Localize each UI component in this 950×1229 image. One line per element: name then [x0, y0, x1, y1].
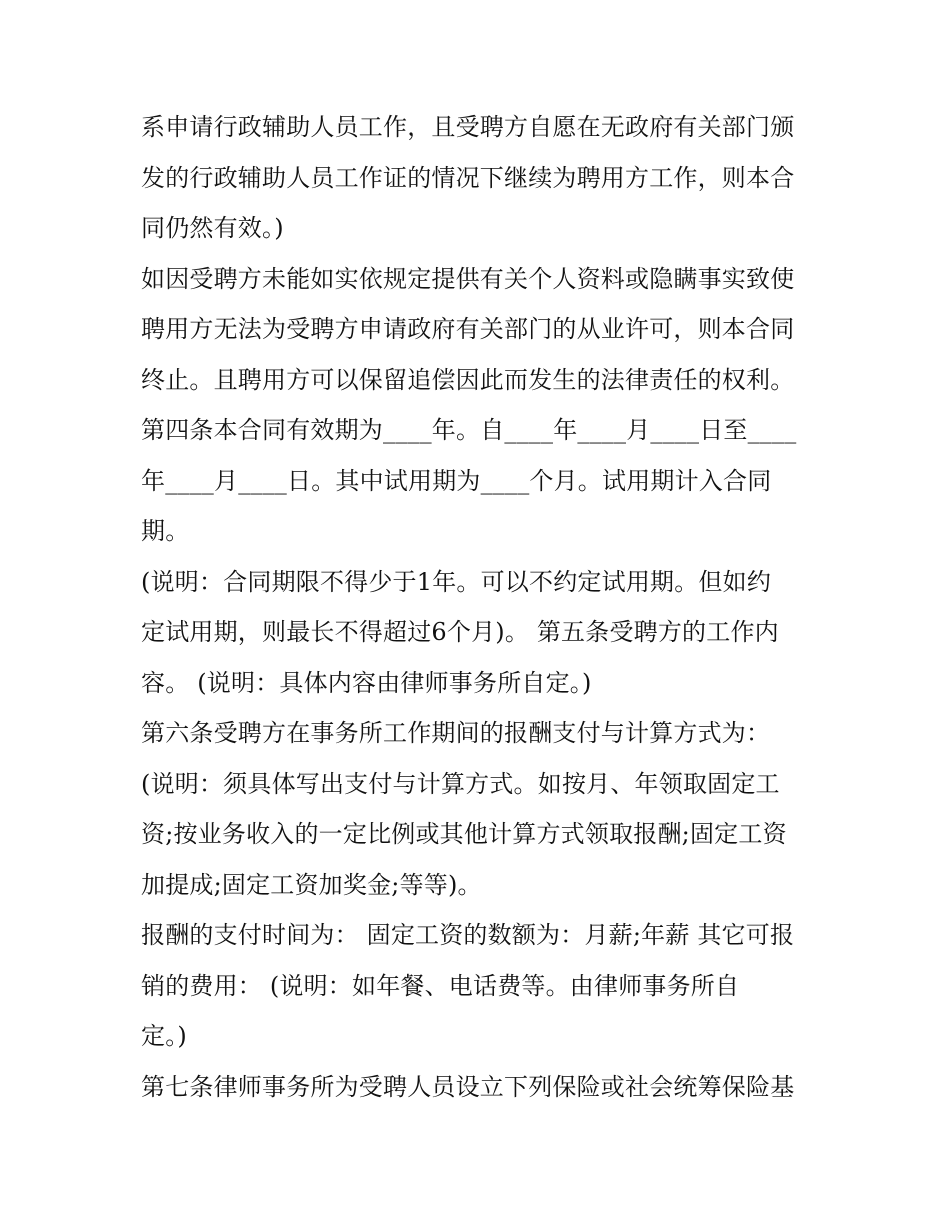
- text-line: 报酬的支付时间为： 固定工资的数额为：月薪;年薪 其它可报: [141, 921, 795, 949]
- text-line: 容。 (说明：具体内容由律师事务所自定。): [141, 668, 592, 697]
- text-line: 定。): [141, 1022, 187, 1050]
- text-line: 第七条律师事务所为受聘人员设立下列保险或社会统筹保险基: [141, 1072, 795, 1101]
- text-line: (说明：合同期限不得少于1年。可以不约定试用期。但如约: [141, 567, 772, 596]
- text-line: 系申请行政辅助人员工作，且受聘方自愿在无政府有关部门颁: [141, 113, 795, 141]
- text-line: 如因受聘方未能如实依规定提供有关个人资料或隐瞒事实致使: [141, 264, 795, 293]
- text-line: 期。: [141, 517, 190, 545]
- text-line: 发的行政辅助人员工作证的情况下继续为聘用方工作，则本合: [141, 163, 795, 192]
- text-line: 终止。且聘用方可以保留追偿因此而发生的法律责任的权利。: [141, 365, 795, 394]
- text-line: 第四条本合同有效期为____年。自____年____月____日至____: [141, 416, 797, 444]
- text-line: (说明：须具体写出支付与计算方式。如按月、年领取固定工: [141, 769, 780, 798]
- text-line: 销的费用： (说明：如年餐、电话费等。由律师事务所自: [141, 971, 740, 1000]
- text-line: 同仍然有效。): [141, 214, 284, 242]
- document-body: [141, 102, 821, 1112]
- text-line: 加提成;固定工资加奖金;等等)。: [141, 870, 482, 899]
- text-line: 聘用方无法为受聘方申请政府有关部门的从业许可，则本合同: [141, 315, 795, 343]
- text-line: 第六条受聘方在事务所工作期间的报酬支付与计算方式为：: [141, 719, 771, 747]
- text-line: 定试用期，则最长不得超过6个月)。 第五条受聘方的工作内: [141, 618, 779, 646]
- text-line: 资;按业务收入的一定比例或其他计算方式领取报酬;固定工资: [141, 820, 787, 848]
- text-line: 年____月____日。其中试用期为____个月。试用期计入合同: [141, 466, 772, 495]
